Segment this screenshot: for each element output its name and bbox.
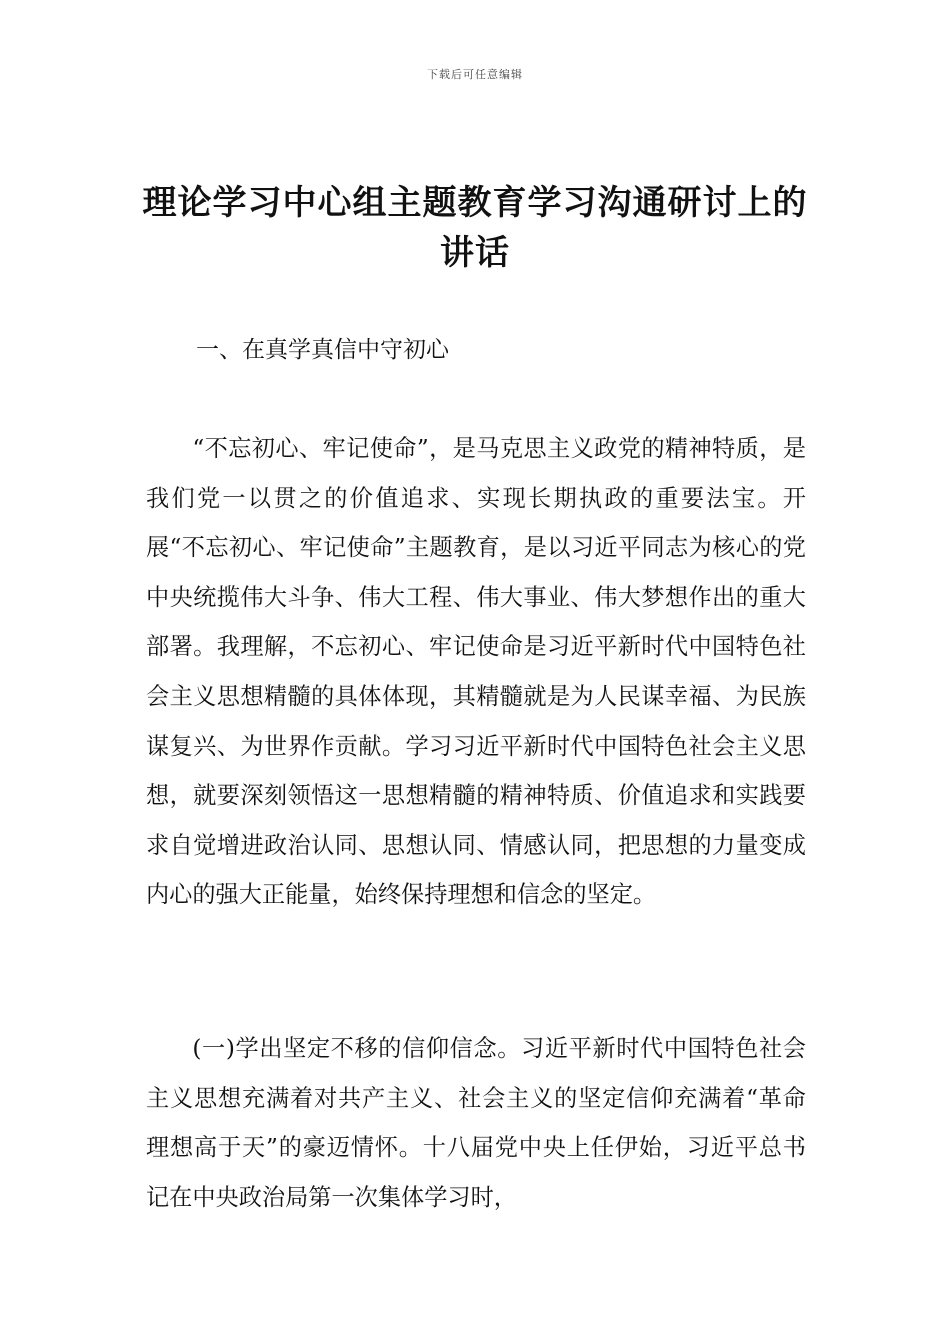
document-title: 理论学习中心组主题教育学习沟通研讨上的讲话 — [142, 183, 808, 273]
header-note: 下载后可任意编辑 — [427, 68, 523, 81]
section-heading: 一、在真学真信中守初心 — [196, 337, 449, 363]
body-paragraph: “不忘初心、牢记使命”，是马克思主义政党的精神特质，是我们党一以贯之的价值追求、实现长期执政的重要法宝。开展“不忘初心、牢记使命”主题教育，是以习近平同志为核心的党中央统揽伟大斗争、伟大工程、伟大事业、伟大梦想作出的重大部署。我理解，不忘初心、牢记使命是习近平新时代中国特色社会主义思想精髓的具体体现，其精髓就是为人民谋幸福、为民族谋复兴、为世界作贡献。学习习近平新时代中国特色社会主义思想，就要深刻领悟这一思想精髓的精神特质、价值追求和实践要求自觉增进政治认同、思想认同、情感认同，把思想的力量变成内心的强大正能量，始终保持理想和信念的坚定。 — [146, 435, 806, 909]
body-paragraph: (一)学出坚定不移的信仰信念。习近平新时代中国特色社会主义思想充满着对共产主义、社会主义的坚定信仰充满着“革命理想高于天”的豪迈情怀。十八届党中央上任伊始，习近平总书记在中央政治局第一次集体学习时， — [146, 1035, 806, 1211]
